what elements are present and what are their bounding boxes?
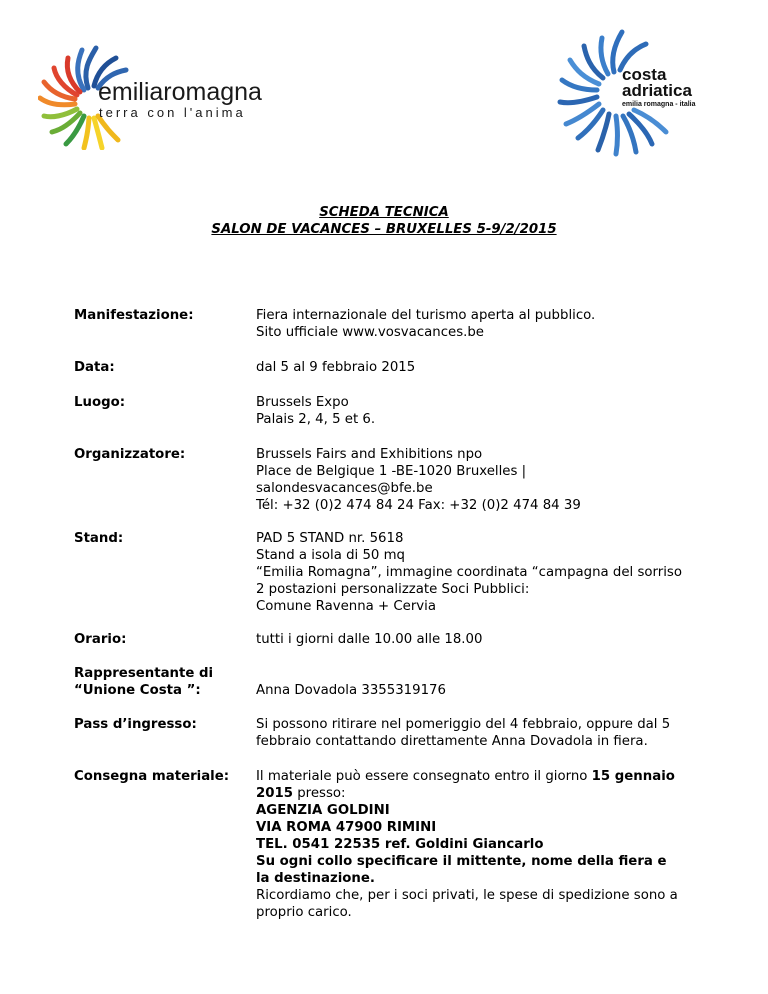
label-pass: Pass d’ingresso: [74,717,197,732]
logo-left-name: emiliaromagna [98,78,262,106]
closing-note: Ricordiamo che, per i soci privati, le spese di spedizione sono a [256,888,678,903]
value-line: Fiera internazionale del turismo aperta al pubblico. [256,308,596,323]
agency-name: AGENZIA GOLDINI [256,803,390,818]
value-line: Tél: +32 (0)2 474 84 24 Fax: +32 (0)2 474 84 39 [256,498,581,513]
value-data [256,359,704,376]
value-line: Place de Belgique 1 -BE-1020 Bruxelles | [256,464,527,479]
intro-text: Il materiale può essere consegnato entro il giorno [256,769,592,784]
logo-right-line1: costa [622,65,667,84]
email-link[interactable]: salondesvacances@bfe.be [256,481,433,496]
value-line: tutti i giorni dalle 10.00 alle 18.00 [256,632,483,647]
value-line: Comune Ravenna + Cervia [256,599,437,614]
document-title: SCHEDA TECNICA [319,205,449,220]
value-luogo [256,394,704,428]
value-line: Stand a isola di 50 mq [256,548,405,563]
shipping-note: la destinazione. [256,871,375,886]
logo-right-line3: emilia romagna - italia [622,101,696,108]
label-stand: Stand: [74,531,124,546]
label-manifestazione: Manifestazione: [74,308,194,323]
logo-right-line2: adriatica [622,81,692,100]
value-line [256,768,704,785]
value-pass [256,716,704,750]
agency-tel: TEL. 0541 22535 ref. Goldini Giancarlo [256,837,544,852]
value-line [256,785,704,802]
costa-adriatica-logo [556,28,706,168]
value-line: Anna Dovadola 3355319176 [256,683,446,698]
value-stand [256,530,704,615]
value-orario [256,631,704,648]
value-line: Palais 2, 4, 5 et 6. [256,412,376,427]
label-line: Rappresentante di [74,666,214,681]
value-line: “Emilia Romagna”, immagine coordinata “campagna del sorriso [256,565,682,580]
label-rappresentante [74,665,249,699]
value-line: Sito ufficiale www.vosvacances.be [256,325,484,340]
value-line: Si possono ritirare nel pomeriggio del 4 febbraio, oppure dal 5 [256,717,671,732]
label-orario: Orario: [74,632,127,647]
value-line: 2 postazioni personalizzate Soci Pubblici: [256,582,530,597]
sun-rays-icon [38,40,278,150]
value-line: dal 5 al 9 febbraio 2015 [256,360,416,375]
blue-sun-rays-icon [556,28,706,168]
emiliaromagna-logo [38,40,278,150]
value-consegna [256,768,704,921]
value-rappresentante [256,682,704,699]
shipping-note: Su ogni collo specificare il mittente, nome della fiera e [256,854,667,869]
intro-text-end: presso: [293,786,346,801]
value-line: febbraio contattando direttamente Anna Dovadola in fiera. [256,734,648,749]
value-manifestazione [256,307,704,341]
deadline-date: 15 gennaio [591,769,675,784]
agency-address: VIA ROMA 47900 RIMINI [256,820,437,835]
label-luogo: Luogo: [74,395,126,410]
label-line: “Unione Costa ”: [74,683,201,698]
value-line: Brussels Expo [256,395,349,410]
closing-note: proprio carico. [256,905,352,920]
label-organizzatore: Organizzatore: [74,447,186,462]
value-organizzatore [256,446,704,514]
value-line: PAD 5 STAND nr. 5618 [256,531,404,546]
label-data: Data: [74,360,115,375]
logo-left-tagline: terra con l'anima [99,105,246,120]
document-subtitle: SALON DE VACANCES – BRUXELLES 5-9/2/2015 [211,222,557,237]
label-consegna: Consegna materiale: [74,769,230,784]
value-line: Brussels Fairs and Exhibitions npo [256,447,483,462]
deadline-year: 2015 [256,786,294,801]
